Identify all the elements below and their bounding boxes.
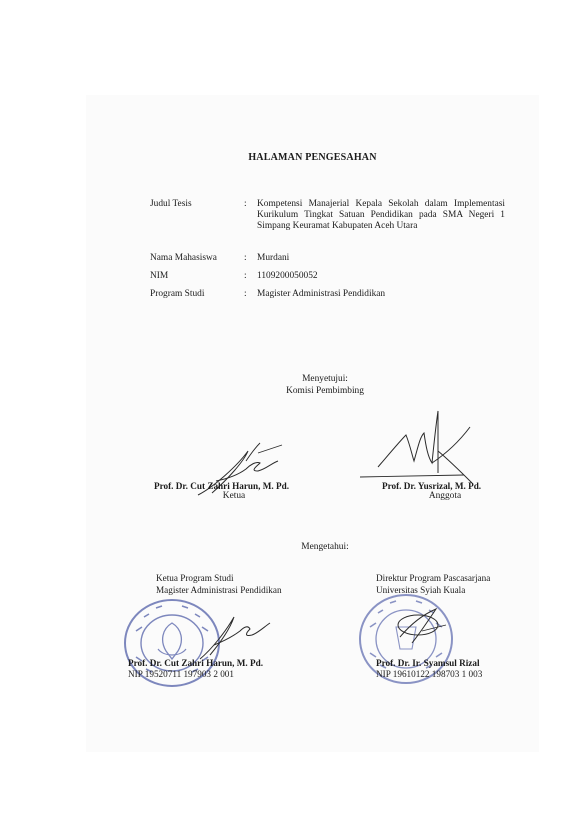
signature-right-2-icon (392, 603, 452, 649)
judul-value: Kompetensi Manajerial Kepala Sekolah dalam Implementasi Kurikulum Tingkat Satuan Pendidikan pada SMA Negeri 1 Simpang Keuramat Kabupaten Aceh Utara (257, 199, 505, 232)
prodi-value: Magister Administrasi Pendidikan (257, 289, 386, 299)
nim-label: NIM (150, 271, 169, 281)
approval-right-role: Anggota (428, 491, 462, 501)
judul-label: Judul Tesis (150, 199, 192, 209)
acknowledged-right-name: Prof. Dr. Ir. Syamsul Rizal (376, 658, 480, 668)
acknowledged-right-nip: NIP 19610122 198703 1 003 (376, 669, 483, 679)
judul-colon: : (244, 199, 247, 209)
nim-value: 1109200050052 (257, 271, 318, 281)
acknowledged-left-nip: NIP 19520711 197903 2 001 (128, 669, 234, 679)
document-page (86, 95, 539, 752)
acknowledged-left-title-2: Magister Administrasi Pendidikan (156, 585, 282, 595)
acknowledged-right-title-1: Direktur Program Pascasarjana (376, 573, 491, 583)
nama-colon: : (244, 253, 247, 263)
page-title: HALAMAN PENGESAHAN (248, 152, 377, 163)
prodi-colon: : (244, 289, 247, 299)
approval-committee: Komisi Pembimbing (286, 386, 364, 396)
approval-right-name: Prof. Dr. Yusrizal, M. Pd. (382, 481, 482, 491)
acknowledged-left-title-1: Ketua Program Studi (156, 573, 234, 583)
approval-left-name: Prof. Dr. Cut Zahri Harun, M. Pd. (154, 481, 290, 491)
approval-left-role: Ketua (222, 491, 246, 501)
acknowledged-heading: Mengetahui: (301, 542, 349, 552)
acknowledged-left-name: Prof. Dr. Cut Zahri Harun, M. Pd. (128, 658, 264, 668)
nim-colon: : (244, 271, 247, 281)
acknowledged-right-title-2: Universitas Syiah Kuala (376, 585, 466, 595)
approval-heading: Menyetujui: (302, 374, 348, 384)
signature-left-2-icon (196, 607, 276, 663)
prodi-label: Program Studi (150, 289, 205, 299)
signature-right-icon (354, 407, 484, 487)
nama-value: Murdani (257, 253, 290, 263)
nama-label: Nama Mahasiswa (150, 253, 217, 263)
